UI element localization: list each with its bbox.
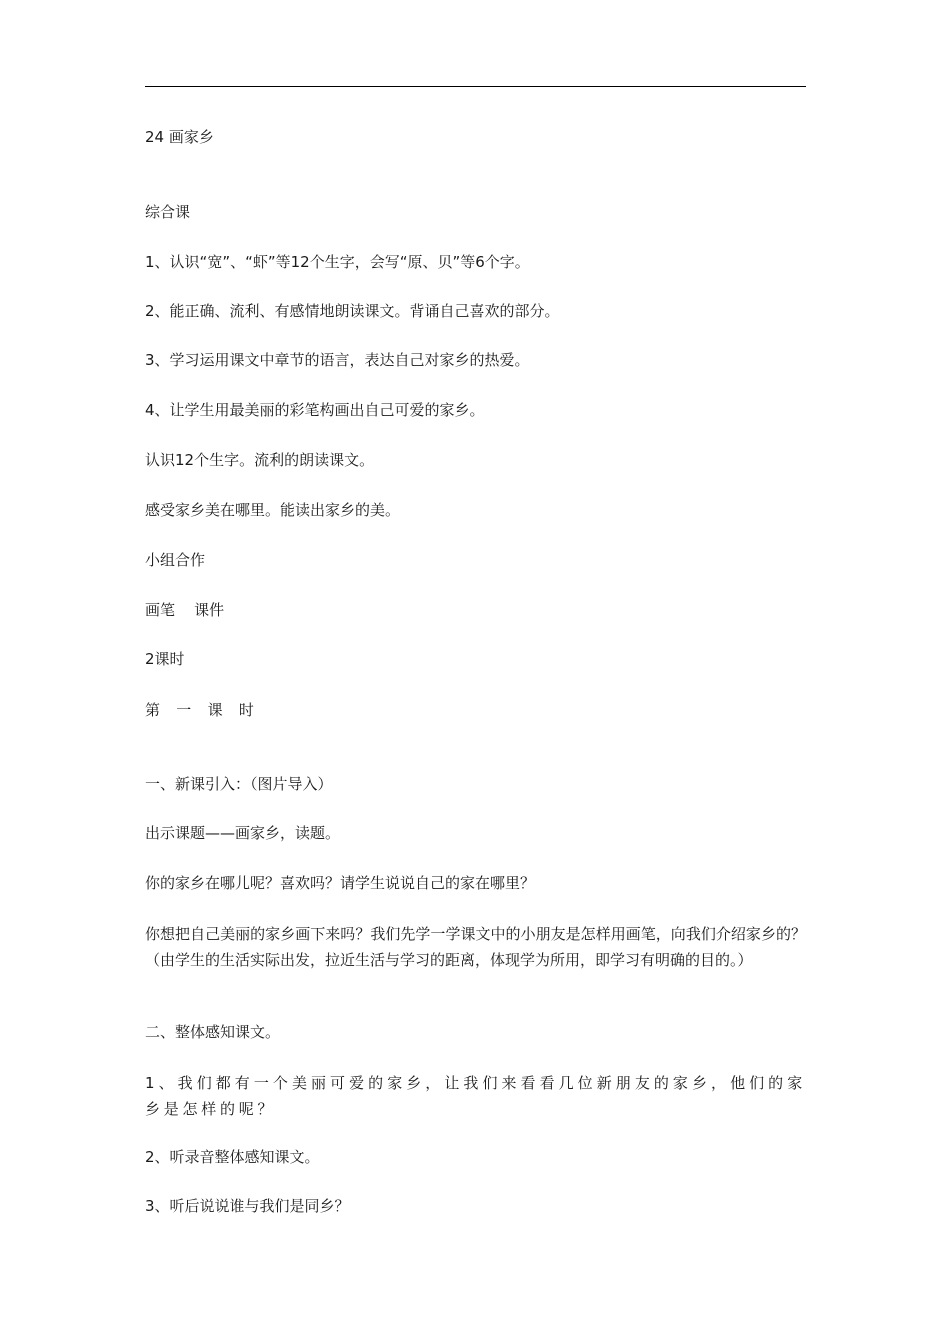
header-rule [145, 86, 806, 87]
key-points: 认识12个生字。流利的朗读课文。 [145, 451, 375, 469]
section-two-heading: 二、整体感知课文。 [145, 1023, 281, 1041]
period-heading: 第 一 课 时 [145, 701, 257, 719]
lesson-title: 24 画家乡 [145, 128, 214, 146]
lesson-type: 综合课 [145, 203, 191, 221]
teaching-method: 小组合作 [145, 551, 206, 569]
intro-line-1: 出示课题——画家乡，读题。 [145, 824, 341, 842]
step-3: 3、听后说说谁与我们是同乡？ [145, 1197, 350, 1215]
teaching-materials: 画笔 课件 [145, 601, 225, 619]
step-1: 1、我们都有一个美丽可爱的家乡，让我们来看看几位新朋友的家乡，他们的家乡是怎样的呢？ [145, 1074, 806, 1118]
intro-paragraph: 你想把自己美丽的家乡画下来吗？我们先学一学课文中的小朋友是怎样用画笔，向我们介绍家乡的？（由学生的生活实际出发，拉近生活与学习的距离，体现学为所用，即学习有明确的目的。） [145, 925, 806, 969]
section-one-heading: 一、新课引入：（图片导入） [145, 775, 333, 793]
difficulties: 感受家乡美在哪里。能读出家乡的美。 [145, 501, 401, 519]
step-2: 2、听录音整体感知课文。 [145, 1148, 320, 1166]
objective-3: 3、学习运用课文中章节的语言，表达自己对家乡的热爱。 [145, 351, 530, 369]
objective-4: 4、让学生用最美丽的彩笔构画出自己可爱的家乡。 [145, 401, 485, 419]
lesson-duration: 2课时 [145, 650, 185, 668]
objective-1: 1、认识“宽”、“虾”等12个生字，会写“原、贝”等6个字。 [145, 253, 530, 271]
intro-line-2: 你的家乡在哪儿呢？喜欢吗？请学生说说自己的家在哪里？ [145, 874, 536, 892]
objective-2: 2、能正确、流利、有感情地朗读课文。背诵自己喜欢的部分。 [145, 302, 560, 320]
